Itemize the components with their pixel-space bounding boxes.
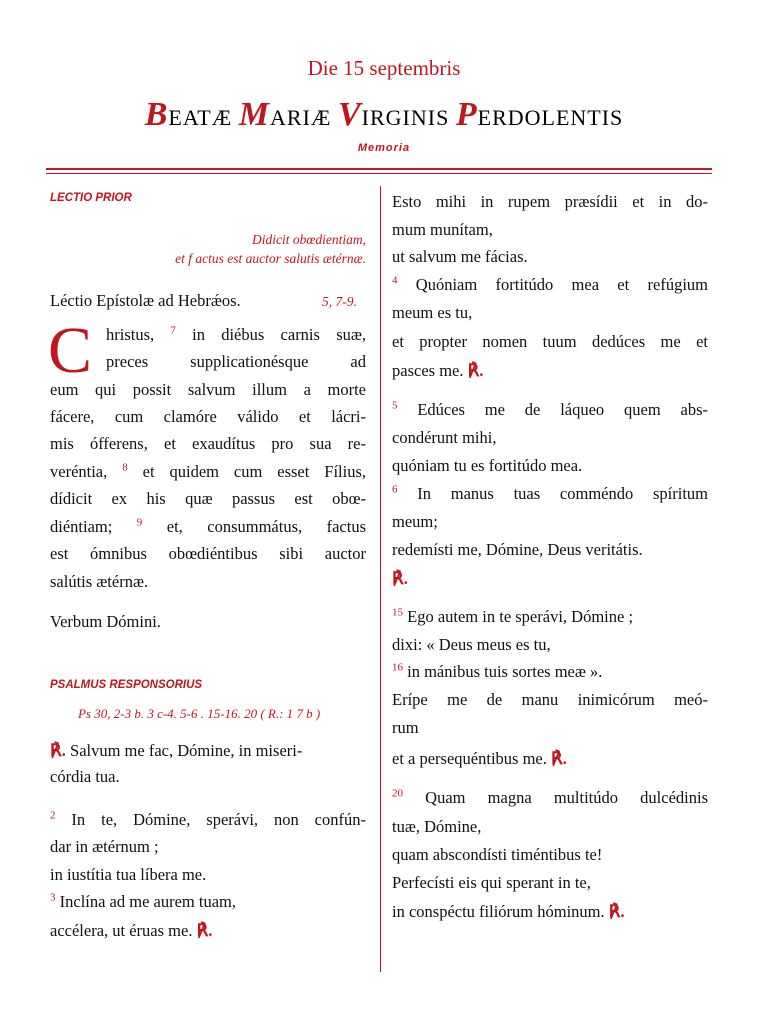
text-line: eum qui possit salvum illum a morte — [50, 380, 366, 399]
psalm-line: $^{20}$ Quam magna multitúdo dulcédinis — [392, 787, 708, 807]
psalm-line: accélera, ut éruas me. ℟. — [50, 921, 213, 940]
psalm-line: pasces me. ℟. — [392, 361, 484, 380]
text-line: mis ófferens, et exaudítus pro sua re- — [50, 434, 366, 453]
psalm-line: et a persequéntibus me. ℟. — [392, 749, 567, 768]
motto-line-1: Didicit obœdientiam, — [252, 232, 366, 247]
psalm-line: ut salvum me fácias. — [392, 247, 528, 266]
psalm-line: rum — [392, 718, 419, 737]
psalm-line: dixi: « Deus meus es tu, — [392, 635, 551, 654]
psalm-ref: Ps 30, 2-3 b. 3 c-4. 5-6 . 15-16. 20 ( R.: 1 7 b ) — [78, 706, 321, 721]
reading-ref: 5, 7-9. — [322, 294, 357, 309]
text-line: fácere, cum clamóre válido et lácri- — [50, 407, 366, 426]
text-line: est ómnibus obœdiéntibus sibi auctor — [50, 544, 366, 563]
psalm-line: meum; — [392, 512, 438, 531]
verbum-domini: Verbum Dómini. — [50, 612, 161, 631]
text-line: veréntia, $^8$ et quidem cum esset Fílius, — [50, 461, 366, 481]
text-line: preces supplicationésque ad — [106, 352, 366, 371]
psalm-line: $^3$ Inclína ad me aurem tuam, — [50, 891, 237, 911]
psalm-line: $^{16}$ in mánibus tuis sortes meæ ». — [392, 661, 603, 681]
psalm-line: Perfecísti eis qui sperant in te, — [392, 873, 591, 892]
psalm-line: quam abscondísti timéntibus te! — [392, 845, 603, 864]
psalm-line: $^6$ In manus tuas comméndo spíritum — [392, 483, 708, 503]
response-line: córdia tua. — [50, 767, 120, 786]
psalm-line: dar in ætérnum ; — [50, 837, 159, 856]
psalm-line: mum munítam, — [392, 220, 493, 239]
text-line: diéntiam; $^9$ et, consummátus, factus — [50, 516, 366, 536]
psalm-line: in conspéctu filiórum hóminum. ℟. — [392, 902, 625, 921]
psalm-line: $^{15}$ Ego autem in te sperávi, Dómine ; — [392, 606, 634, 626]
psalm-line: quóniam tu es fortitúdo mea. — [392, 456, 583, 475]
response-line: ℟. Salvum me fac, Dómine, in miseri- — [50, 741, 303, 760]
psalmus-heading: PSALMUS RESPONSORIUS — [50, 679, 203, 691]
lectio-heading: LECTIO PRIOR — [50, 192, 132, 204]
psalm-line: $^4$ Quóniam fortitúdo mea et refúgium — [392, 274, 708, 294]
psalm-line: ℟. — [392, 569, 408, 588]
psalm-line: redemísti me, Dómine, Deus veritátis. — [392, 540, 643, 559]
drop-cap: C — [48, 314, 93, 387]
motto-line-2: et f actus est auctor salutis ætérnæ. — [175, 251, 366, 266]
psalm-line: et propter nomen tuum dedúces me et — [392, 332, 708, 351]
response-symbol: ℟. — [50, 741, 66, 760]
text-line: dídicit ex his quæ passus est obœ- — [50, 489, 366, 508]
psalm-line: in iustítia tua líbera me. — [50, 865, 207, 884]
column-separator — [380, 186, 381, 972]
psalm-line: Esto mihi in rupem præsídii et in do- — [392, 192, 708, 211]
divider-bottom — [46, 173, 712, 174]
page-title: BEATÆ MARIÆ VIRGINIS PERDOLENTIS — [144, 96, 624, 133]
text-line: salútis ætérnæ. — [50, 572, 149, 591]
psalm-line: condérunt mihi, — [392, 428, 497, 447]
memoria-label: Memoria — [357, 142, 411, 154]
psalm-line: $^2$ In te, Dómine, sperávi, non confún- — [50, 809, 366, 829]
reading-title: Léctio Epístolæ ad Hebrǽos. — [50, 291, 241, 310]
date-line: Die 15 septembris — [307, 56, 461, 80]
text-line: hristus, $^7$ in diébus carnis suæ, — [106, 324, 366, 344]
psalm-line: $^5$ Edúces me de láqueo quem abs- — [392, 399, 708, 419]
psalm-line: meum es tu, — [392, 303, 473, 322]
psalm-line: Erípe me de manu inimicórum meó- — [392, 690, 708, 709]
psalm-line: tuæ, Dómine, — [392, 817, 482, 836]
divider-top — [46, 168, 712, 170]
